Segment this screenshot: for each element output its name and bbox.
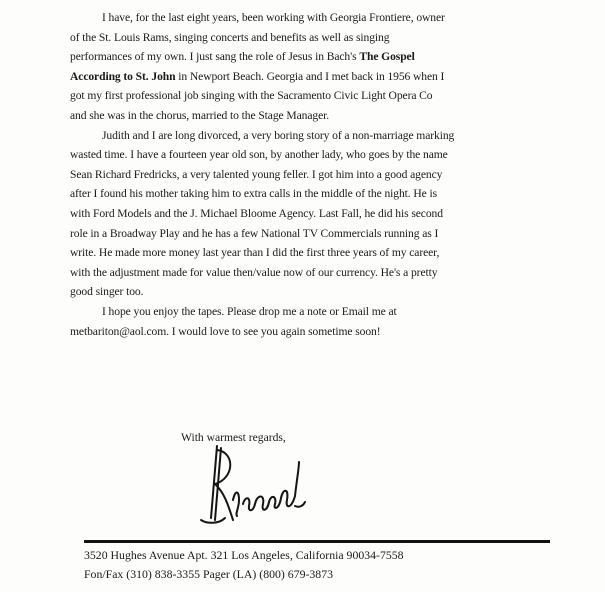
paragraph-1-line-3 [70,47,570,67]
gospel-title-part-2: According to St. John [70,69,176,83]
paragraph-2-line-9: good singer too. [70,285,144,299]
paragraph-2-line-7: write. He made more money last year than I did the first three years of my career, [70,246,440,260]
paragraph-1-line-1: I have, for the last eight years, been working with Georgia Frontiere, owner [102,11,445,24]
closing-salutation: With warmest regards, [181,431,286,444]
paragraph-1-line-2: of the St. Louis Rams, singing concerts and benefits as well as singing [70,30,390,44]
paragraph-3-line-2: metbariton@aol.com. I would love to see you again sometime soon! [70,324,381,338]
footer-divider [84,540,550,543]
gospel-title-part-1: The Gospel [359,50,415,64]
paragraph-2-line-5: with Ford Models and the J. Michael Bloome Agency. Last Fall, he did his second [70,206,443,220]
paragraph-1-line-6: and she was in the chorus, married to the Stage Manager. [70,108,330,122]
paragraph-1-line-4 [70,67,570,87]
paragraph-1-line-4-text: in Newport Beach. Georgia and I met back in 1956 when I [175,69,445,83]
footer-address: 3520 Hughes Avenue Apt. 321 Los Angeles, California 90034-7558 [84,548,404,562]
letter-body [70,8,570,341]
paragraph-2-line-8: with the adjustment made for value then/value now of our currency. He's a pretty [70,265,438,279]
paragraph-2-line-4: after I found his mother taking him to extra calls in the middle of the night. He is [70,187,438,201]
paragraph-3-line-1: I hope you enjoy the tapes. Please drop me a note or Email me at [102,304,397,318]
paragraph-2-line-3: Sean Richard Fredricks, a very talented young feller. I got him into a good agency [70,167,443,181]
handwritten-signature [195,438,315,538]
paragraph-1-line-5: got my first professional job singing with the Sacramento Civic Light Opera Co [70,89,433,103]
letterhead-footer [84,546,404,584]
paragraph-1-line-3-text: performances of my own. I just sang the role of Jesus in Bach's [70,50,360,64]
footer-phones: Fon/Fax (310) 838-3355 Pager (LA) (800) 679-3873 [84,567,334,581]
paragraph-2-line-2: wasted time. I have a fourteen year old son, by another lady, who goes by the name [70,148,448,162]
paragraph-2-line-6: role in a Broadway Play and he has a few National TV Commercials running as I [70,226,439,240]
paragraph-2-line-1: Judith and I are long divorced, a very boring story of a non-marriage marking [102,128,455,142]
